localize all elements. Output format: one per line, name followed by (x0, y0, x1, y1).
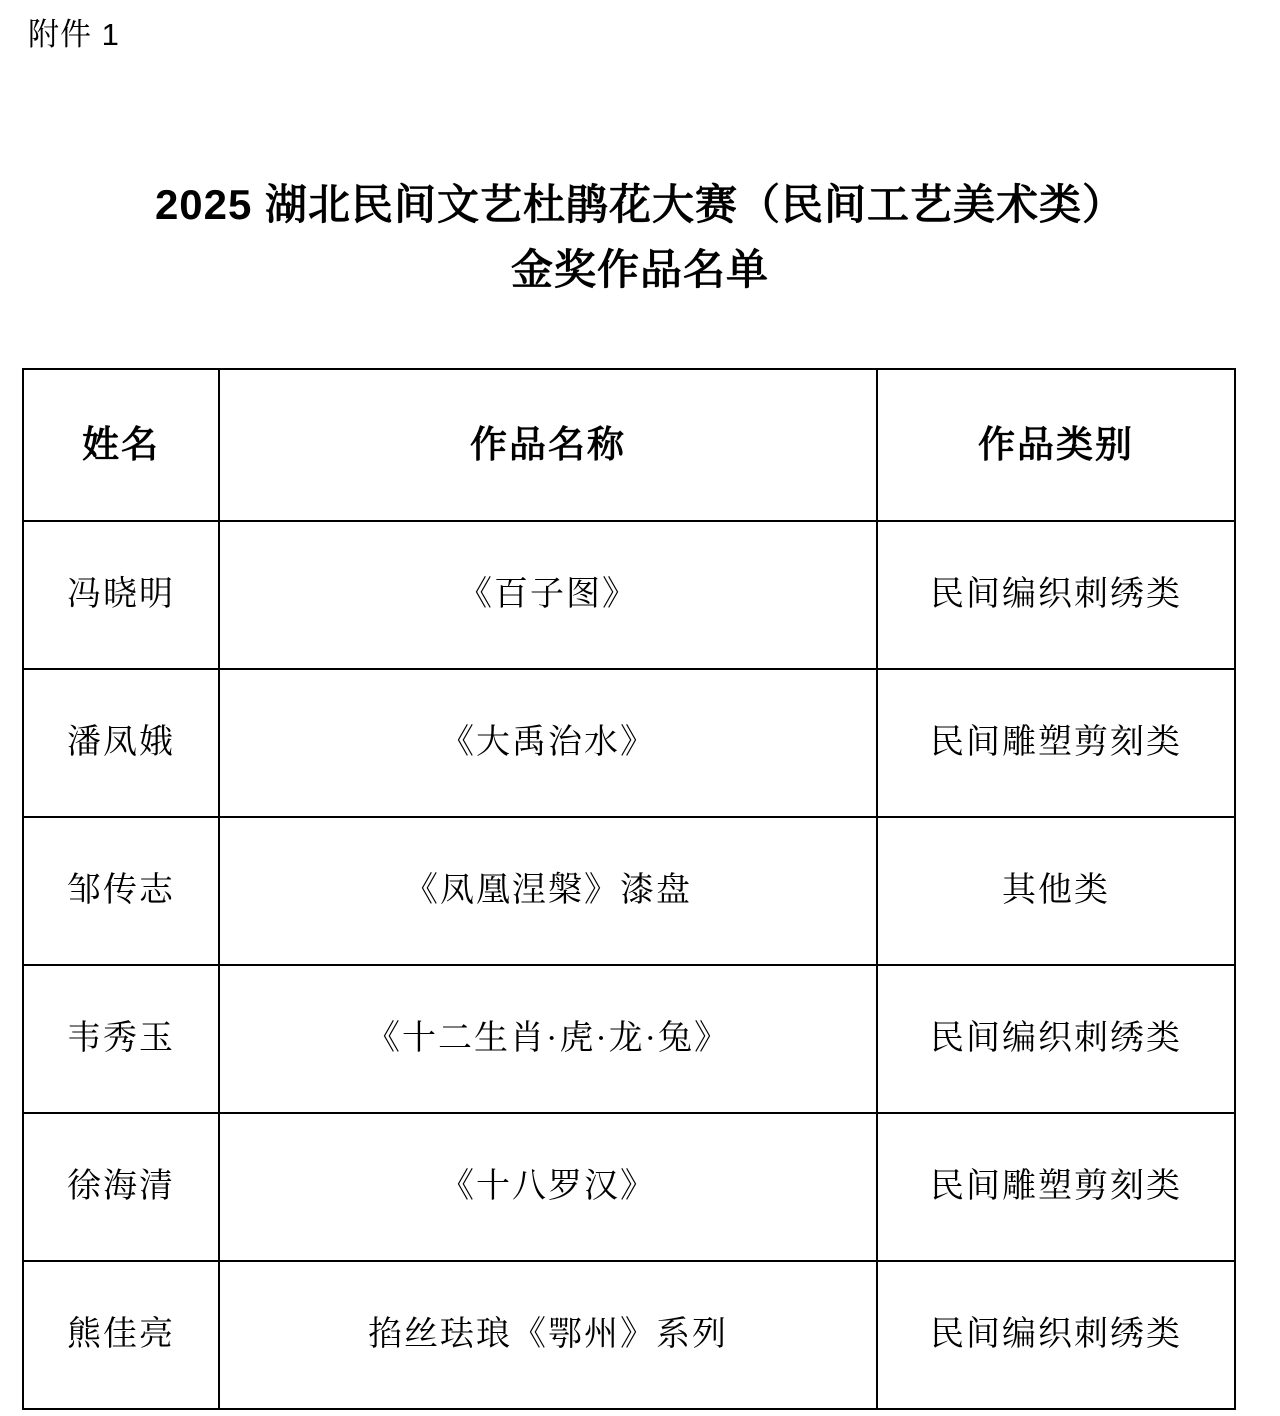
cell-category: 其他类 (877, 817, 1235, 965)
cell-name: 邹传志 (23, 817, 219, 965)
cell-work: 《十二生肖·虎·龙·兔》 (219, 965, 877, 1113)
table-row (23, 521, 1235, 669)
cell-name: 韦秀玉 (23, 965, 219, 1113)
cell-work: 《凤凰涅槃》漆盘 (219, 817, 877, 965)
column-header-category: 作品类别 (877, 369, 1235, 521)
page-title (0, 172, 1280, 302)
table-row (23, 1261, 1235, 1409)
cell-name: 熊佳亮 (23, 1261, 219, 1409)
cell-category: 民间编织刺绣类 (877, 1261, 1235, 1409)
award-list-table (22, 368, 1236, 1410)
cell-category: 民间编织刺绣类 (877, 521, 1235, 669)
table-row (23, 1113, 1235, 1261)
attachment-label: 附件 1 (28, 17, 120, 52)
column-header-name: 姓名 (23, 369, 219, 521)
cell-name: 潘凤娥 (23, 669, 219, 817)
table-row (23, 669, 1235, 817)
table-row (23, 965, 1235, 1113)
cell-work: 掐丝珐琅《鄂州》系列 (219, 1261, 877, 1409)
cell-category: 民间雕塑剪刻类 (877, 669, 1235, 817)
column-header-work: 作品名称 (219, 369, 877, 521)
table-header-row (23, 369, 1235, 521)
cell-work: 《十八罗汉》 (219, 1113, 877, 1261)
cell-work: 《大禹治水》 (219, 669, 877, 817)
page-title-line-2: 金奖作品名单 (510, 246, 769, 294)
cell-category: 民间编织刺绣类 (877, 965, 1235, 1113)
cell-work: 《百子图》 (219, 521, 877, 669)
cell-category: 民间雕塑剪刻类 (877, 1113, 1235, 1261)
page-title-line-1: 2025 湖北民间文艺杜鹃花大赛（民间工艺美术类） (154, 181, 1126, 228)
table-row (23, 817, 1235, 965)
cell-name: 徐海清 (23, 1113, 219, 1261)
cell-name: 冯晓明 (23, 521, 219, 669)
